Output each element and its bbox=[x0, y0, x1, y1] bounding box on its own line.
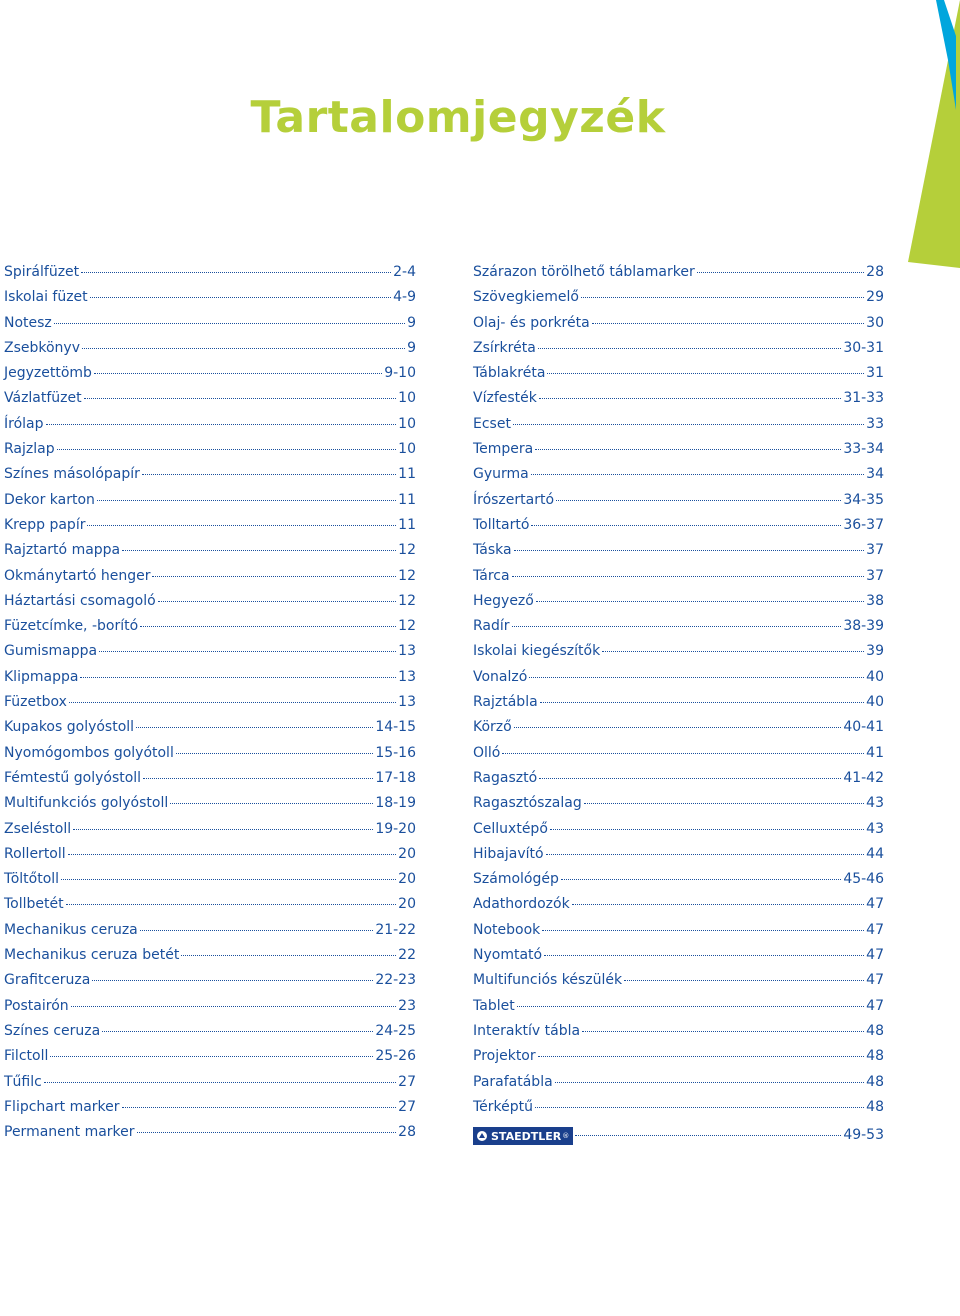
toc-entry-page: 23 bbox=[398, 997, 416, 1014]
toc-entry-page: 28 bbox=[866, 264, 884, 280]
toc-entry-page: 38-39 bbox=[843, 618, 884, 635]
toc-entry-page: 31 bbox=[866, 365, 884, 382]
toc-entry-page: 12 bbox=[398, 592, 416, 609]
toc-entry-page: 24-25 bbox=[375, 1022, 416, 1039]
dot-leader bbox=[575, 1135, 841, 1136]
dot-leader bbox=[136, 727, 373, 728]
toc-entry[interactable] bbox=[4, 365, 416, 390]
dot-leader bbox=[546, 854, 865, 855]
dot-leader bbox=[547, 373, 864, 374]
toc-entry[interactable] bbox=[473, 745, 884, 770]
dot-leader bbox=[87, 525, 396, 526]
toc-entry-page: 17-18 bbox=[375, 769, 416, 786]
dot-leader bbox=[535, 1107, 864, 1108]
toc-entry-name: Iskolai füzet bbox=[4, 289, 88, 306]
toc-entry-page: 22 bbox=[398, 947, 416, 964]
dot-leader bbox=[66, 904, 397, 905]
toc-entry[interactable] bbox=[4, 669, 416, 694]
dot-leader bbox=[73, 829, 373, 830]
toc-entry[interactable] bbox=[4, 264, 416, 289]
toc-entry-page: 30-31 bbox=[843, 339, 884, 356]
toc-entry-page: 11 bbox=[398, 516, 416, 533]
toc-entry-page: 29 bbox=[866, 289, 884, 306]
toc-entry-name: Mechanikus ceruza betét bbox=[4, 947, 180, 964]
toc-entry-page: 14-15 bbox=[375, 719, 416, 736]
toc-entry-name: Hibajavító bbox=[473, 845, 544, 862]
dot-leader bbox=[102, 1031, 373, 1032]
toc-entry-name: Mechanikus ceruza bbox=[4, 921, 138, 938]
toc-entry[interactable] bbox=[473, 795, 884, 820]
toc-entry-page: 48 bbox=[866, 1048, 884, 1065]
toc-entry[interactable] bbox=[473, 492, 884, 517]
toc-entry[interactable] bbox=[473, 821, 884, 846]
dot-leader bbox=[581, 297, 864, 298]
dot-leader bbox=[538, 348, 842, 349]
toc-entry-name: Füzetbox bbox=[4, 694, 67, 711]
dot-leader bbox=[529, 677, 864, 678]
toc-entry[interactable] bbox=[4, 998, 416, 1023]
toc-entry[interactable] bbox=[473, 972, 884, 997]
toc-entry-name: Zsírkréta bbox=[473, 339, 536, 356]
dot-leader bbox=[143, 778, 373, 779]
toc-entry-name: Adathordozók bbox=[473, 896, 570, 913]
toc-entry-name: Multifunkciós golyóstoll bbox=[4, 795, 169, 812]
toc-entry-name: Celluxtépő bbox=[473, 820, 548, 837]
toc-entry-name: Olló bbox=[473, 744, 501, 761]
toc-entry-page: 30 bbox=[866, 314, 884, 331]
dot-leader bbox=[140, 930, 374, 931]
dot-leader bbox=[535, 449, 841, 450]
toc-entry[interactable] bbox=[4, 719, 416, 744]
toc-entry-name: Számológép bbox=[473, 871, 559, 888]
toc-entry-page: 13 bbox=[398, 668, 416, 685]
toc-entry-page: 48 bbox=[866, 1098, 884, 1115]
toc-entry-name: Tablet bbox=[473, 997, 515, 1014]
toc-entry-name: Spirálfüzet bbox=[4, 264, 80, 280]
toc-entry-page: 9 bbox=[407, 314, 416, 331]
toc-entry[interactable] bbox=[4, 315, 416, 340]
toc-entry-name: Töltőtoll bbox=[4, 871, 60, 888]
toc-entry[interactable] bbox=[4, 846, 416, 871]
toc-entry[interactable] bbox=[4, 972, 416, 997]
dot-leader bbox=[540, 702, 865, 703]
staedtler-mark-icon bbox=[476, 1130, 488, 1142]
toc-entry[interactable] bbox=[4, 1074, 416, 1099]
dot-leader bbox=[514, 727, 842, 728]
toc-entry[interactable] bbox=[4, 390, 416, 415]
toc-entry[interactable] bbox=[4, 289, 416, 314]
toc-entry-page: 48 bbox=[866, 1073, 884, 1090]
dot-leader bbox=[531, 474, 864, 475]
toc-entry[interactable] bbox=[4, 1124, 416, 1149]
dot-leader bbox=[544, 955, 864, 956]
toc-entry[interactable] bbox=[4, 821, 416, 846]
toc-entry-name: Krepp papír bbox=[4, 516, 86, 533]
toc-entry[interactable] bbox=[473, 289, 884, 314]
toc-entry-name: Rajztábla bbox=[473, 694, 538, 711]
toc-entry-page: 9 bbox=[407, 339, 416, 356]
dot-leader bbox=[697, 272, 864, 273]
toc-entry-page: 39 bbox=[866, 643, 884, 660]
dot-leader bbox=[46, 424, 397, 425]
toc-entry-page: 15-16 bbox=[375, 744, 416, 761]
toc-entry-page: 12 bbox=[398, 567, 416, 584]
dot-leader bbox=[122, 1107, 397, 1108]
dot-leader bbox=[69, 702, 396, 703]
toc-entry-page: 27 bbox=[398, 1098, 416, 1115]
toc-entry-page: 40 bbox=[866, 668, 884, 685]
toc-entry[interactable] bbox=[4, 542, 416, 567]
dot-leader bbox=[555, 1082, 865, 1083]
toc-entry-page: 28 bbox=[398, 1124, 416, 1141]
toc-entry-name: Tempera bbox=[473, 441, 534, 458]
toc-entry-page: 13 bbox=[398, 643, 416, 660]
toc-entry[interactable] bbox=[4, 896, 416, 921]
toc-entry[interactable] bbox=[4, 492, 416, 517]
dot-leader bbox=[97, 500, 396, 501]
dot-leader bbox=[82, 348, 405, 349]
dot-leader bbox=[90, 297, 391, 298]
dot-leader bbox=[80, 677, 396, 678]
toc-entry-page: 12 bbox=[398, 542, 416, 559]
toc-entry[interactable] bbox=[4, 618, 416, 643]
toc-entry-name: Szövegkiemelő bbox=[473, 289, 579, 306]
toc-entry[interactable] bbox=[473, 1048, 884, 1073]
toc-entry-name: Rollertoll bbox=[4, 845, 66, 862]
dot-leader bbox=[68, 854, 397, 855]
toc-entry-page: 20 bbox=[398, 871, 416, 888]
dot-leader bbox=[94, 373, 382, 374]
dot-leader bbox=[71, 1006, 397, 1007]
toc-entry-page: 4-9 bbox=[393, 289, 416, 306]
toc-entry-name: Multifunciós készülék bbox=[473, 972, 623, 989]
toc-entry-name: Körző bbox=[473, 719, 512, 736]
toc-entry-page: 12 bbox=[398, 618, 416, 635]
toc-entry-page: 37 bbox=[866, 542, 884, 559]
toc-entry-name: Interaktív tábla bbox=[473, 1022, 581, 1039]
toc-entry[interactable] bbox=[473, 390, 884, 415]
toc-entry-name: Tárca bbox=[473, 567, 510, 584]
toc-entry[interactable] bbox=[473, 998, 884, 1023]
toc-entry-name: Tűfilc bbox=[4, 1073, 42, 1090]
dot-leader bbox=[556, 500, 841, 501]
toc-entry-page: 49-53 bbox=[843, 1127, 884, 1144]
toc-entry-page: 43 bbox=[866, 820, 884, 837]
toc-entry-page: 21-22 bbox=[375, 921, 416, 938]
toc-entry[interactable] bbox=[4, 517, 416, 542]
toc-entry[interactable] bbox=[473, 643, 884, 668]
toc-entry-name: Nyomtató bbox=[473, 947, 543, 964]
toc-entry-page: 11 bbox=[398, 466, 416, 483]
toc-entry[interactable] bbox=[4, 466, 416, 491]
toc-entry-page: 2-4 bbox=[393, 264, 416, 280]
dot-leader bbox=[582, 1031, 864, 1032]
toc-entry-page: 47 bbox=[866, 972, 884, 989]
toc-entry[interactable] bbox=[4, 745, 416, 770]
staedtler-logo bbox=[473, 1127, 573, 1145]
toc-entry-name: Postairón bbox=[4, 997, 69, 1014]
toc-entry-page: 22-23 bbox=[375, 972, 416, 989]
toc-entry[interactable] bbox=[4, 871, 416, 896]
toc-entry-page: 44 bbox=[866, 845, 884, 862]
toc-entry-page: 20 bbox=[398, 896, 416, 913]
toc-entry-name: Hegyező bbox=[473, 592, 534, 609]
toc-entry-page: 13 bbox=[398, 694, 416, 711]
toc-entry[interactable] bbox=[473, 694, 884, 719]
toc-entry-page: 10 bbox=[398, 390, 416, 407]
dot-leader bbox=[561, 879, 841, 880]
toc-entry-name: Tollbetét bbox=[4, 896, 64, 913]
toc-entry-page: 47 bbox=[866, 997, 884, 1014]
toc-entry-name: Radír bbox=[473, 618, 510, 635]
dot-leader bbox=[512, 576, 865, 577]
toc-entry-page: 27 bbox=[398, 1073, 416, 1090]
toc-entry-page: 10 bbox=[398, 441, 416, 458]
toc-entry[interactable] bbox=[473, 669, 884, 694]
toc-entry[interactable] bbox=[473, 947, 884, 972]
toc-entry[interactable] bbox=[4, 694, 416, 719]
dot-leader bbox=[513, 424, 864, 425]
toc-entry-page: 33-34 bbox=[843, 441, 884, 458]
toc-entry[interactable] bbox=[473, 1099, 884, 1124]
toc-entry-page: 9-10 bbox=[384, 365, 416, 382]
toc-entry-name: Filctoll bbox=[4, 1048, 49, 1065]
toc-entry[interactable] bbox=[473, 568, 884, 593]
toc-entry-name: Permanent marker bbox=[4, 1124, 135, 1141]
dot-leader bbox=[152, 576, 396, 577]
toc-entry[interactable] bbox=[473, 466, 884, 491]
toc-entry-name: Gumismappa bbox=[4, 643, 98, 660]
toc-entry[interactable] bbox=[473, 770, 884, 795]
toc-entry-name: Dekor karton bbox=[4, 491, 95, 508]
toc-entry-page: 31-33 bbox=[843, 390, 884, 407]
toc-entry-name: Rajzlap bbox=[4, 441, 55, 458]
toc-entry[interactable] bbox=[4, 922, 416, 947]
toc-entry-name: Vízfesték bbox=[473, 390, 537, 407]
toc-entry-page: 40 bbox=[866, 694, 884, 711]
toc-entry-name: Projektor bbox=[473, 1048, 536, 1065]
toc-entry[interactable] bbox=[4, 1099, 416, 1124]
toc-entry-page: 38 bbox=[866, 592, 884, 609]
toc-entry-name: Háztartási csomagoló bbox=[4, 592, 156, 609]
dot-leader bbox=[84, 398, 397, 399]
toc-entry-name: Rajztartó mappa bbox=[4, 542, 121, 559]
toc-entry[interactable] bbox=[473, 416, 884, 441]
dot-leader bbox=[137, 1132, 397, 1133]
toc-entry-page: 25-26 bbox=[375, 1048, 416, 1065]
dot-leader bbox=[50, 1056, 373, 1057]
toc-entry[interactable] bbox=[473, 517, 884, 542]
toc-entry-name: Kupakos golyóstoll bbox=[4, 719, 135, 736]
toc-entry-page: 43 bbox=[866, 795, 884, 812]
dot-leader bbox=[142, 474, 396, 475]
toc-entry-page: 10 bbox=[398, 415, 416, 432]
toc-entry-page: 11 bbox=[398, 491, 416, 508]
page-title: Tartalomjegyzék bbox=[250, 92, 666, 143]
toc-entry[interactable] bbox=[473, 315, 884, 340]
dot-leader bbox=[57, 449, 397, 450]
toc-entry-page: 20 bbox=[398, 845, 416, 862]
toc-entry-name: Ecset bbox=[473, 415, 511, 432]
toc-entry-page: 41-42 bbox=[843, 769, 884, 786]
toc-entry[interactable] bbox=[473, 618, 884, 643]
toc-entry-name: Vonalzó bbox=[473, 668, 528, 685]
toc-entry-page: 33 bbox=[866, 415, 884, 432]
dot-leader bbox=[539, 398, 841, 399]
toc-entry-name: Zsebkönyv bbox=[4, 339, 81, 356]
toc-entry[interactable] bbox=[473, 719, 884, 744]
toc-entry[interactable] bbox=[473, 896, 884, 921]
toc-entry[interactable] bbox=[473, 264, 884, 289]
toc-entry-name: Nyomógombos golyótoll bbox=[4, 744, 174, 761]
toc-entry-name: Szárazon törölhető táblamarker bbox=[473, 264, 695, 280]
toc-entry-page: 41 bbox=[866, 744, 884, 761]
toc-entry-name: Klipmappa bbox=[4, 668, 79, 685]
toc-entry[interactable] bbox=[4, 1048, 416, 1073]
dot-leader bbox=[54, 323, 405, 324]
toc-entry[interactable] bbox=[473, 593, 884, 618]
dot-leader bbox=[44, 1082, 396, 1083]
toc-entry-name: Iskolai kiegészítők bbox=[473, 643, 601, 660]
toc-entry-name: Füzetcímke, -borító bbox=[4, 618, 139, 635]
toc-entry-name: Vázlatfüzet bbox=[4, 390, 82, 407]
dot-leader bbox=[514, 550, 865, 551]
toc-entry-name: Gyurma bbox=[473, 466, 529, 483]
toc-entry[interactable] bbox=[473, 542, 884, 567]
toc-entry[interactable] bbox=[4, 441, 416, 466]
toc-entry[interactable] bbox=[4, 947, 416, 972]
dot-leader bbox=[602, 651, 864, 652]
toc-entry[interactable] bbox=[4, 795, 416, 820]
dot-leader bbox=[181, 955, 396, 956]
toc-entry-name: Jegyzettömb bbox=[4, 365, 92, 382]
toc-entry-name: Okmánytartó henger bbox=[4, 567, 151, 584]
dot-leader bbox=[517, 1006, 864, 1007]
toc-entry[interactable] bbox=[4, 1023, 416, 1048]
toc-entry-name: Flipchart marker bbox=[4, 1098, 120, 1115]
dot-leader bbox=[584, 803, 864, 804]
toc-entry-page: 45-46 bbox=[843, 871, 884, 888]
toc-entry[interactable] bbox=[473, 441, 884, 466]
dot-leader bbox=[502, 753, 864, 754]
toc-entry-name: Táblakréta bbox=[473, 365, 546, 382]
toc-entry-name: Színes másolópapír bbox=[4, 466, 140, 483]
toc-entry-name: Ragasztószalag bbox=[473, 795, 582, 812]
toc-entry-name: Táska bbox=[473, 542, 512, 559]
toc-entry-name: Olaj- és porkréta bbox=[473, 314, 590, 331]
toc-entry[interactable] bbox=[473, 846, 884, 871]
toc-entry-page: 37 bbox=[866, 567, 884, 584]
toc-entry[interactable] bbox=[4, 340, 416, 365]
toc-entry-name: Írószertartó bbox=[473, 491, 555, 508]
toc-entry-name: Parafatábla bbox=[473, 1073, 553, 1090]
dot-leader bbox=[512, 626, 842, 627]
dot-leader bbox=[572, 904, 864, 905]
dot-leader bbox=[170, 803, 373, 804]
toc-entry-page: 47 bbox=[866, 896, 884, 913]
toc-entry-page: 40-41 bbox=[843, 719, 884, 736]
toc-entry[interactable] bbox=[473, 871, 884, 896]
toc-entry-page: 48 bbox=[866, 1022, 884, 1039]
dot-leader bbox=[542, 930, 864, 931]
dot-leader bbox=[531, 525, 841, 526]
toc-entry-name: Grafitceruza bbox=[4, 972, 91, 989]
toc-entry[interactable] bbox=[473, 365, 884, 390]
toc-entry-page: 18-19 bbox=[375, 795, 416, 812]
dot-leader bbox=[92, 980, 373, 981]
toc-entry-staedtler[interactable] bbox=[473, 1124, 884, 1149]
registered-mark: ® bbox=[562, 1132, 570, 1141]
toc-right-column bbox=[473, 264, 884, 1149]
dot-leader bbox=[61, 879, 396, 880]
dot-leader bbox=[140, 626, 396, 627]
toc-entry-page: 19-20 bbox=[375, 820, 416, 837]
toc-entry-page: 34 bbox=[866, 466, 884, 483]
toc-entry[interactable] bbox=[473, 922, 884, 947]
dot-leader bbox=[538, 1056, 865, 1057]
dot-leader bbox=[122, 550, 396, 551]
toc-entry-name: Zseléstoll bbox=[4, 820, 72, 837]
toc-entry-name: Tolltartó bbox=[473, 516, 530, 533]
dot-leader bbox=[539, 778, 841, 779]
toc-entry-name: Színes ceruza bbox=[4, 1022, 101, 1039]
toc-entry[interactable] bbox=[473, 1023, 884, 1048]
toc-left-column bbox=[4, 264, 416, 1149]
dot-leader bbox=[624, 980, 864, 981]
toc-entry-page: 47 bbox=[866, 921, 884, 938]
toc-entry-page: 47 bbox=[866, 947, 884, 964]
dot-leader bbox=[592, 323, 864, 324]
toc-entry-name: Ragasztó bbox=[473, 769, 538, 786]
toc-entry[interactable] bbox=[4, 643, 416, 668]
dot-leader bbox=[176, 753, 373, 754]
toc-entry-name: Írólap bbox=[4, 415, 44, 432]
toc-entry[interactable] bbox=[4, 770, 416, 795]
toc-entry-name: Fémtestű golyóstoll bbox=[4, 769, 142, 786]
toc-entry-page: 34-35 bbox=[843, 491, 884, 508]
toc-entry-name: Notebook bbox=[473, 921, 541, 938]
toc-entry[interactable] bbox=[473, 1074, 884, 1099]
dot-leader bbox=[81, 272, 391, 273]
toc-entry[interactable] bbox=[4, 416, 416, 441]
toc-entry-page: 36-37 bbox=[843, 516, 884, 533]
dot-leader bbox=[99, 651, 396, 652]
toc-entry-name: Térképtű bbox=[473, 1098, 534, 1115]
toc-entry[interactable] bbox=[4, 593, 416, 618]
toc-entry[interactable] bbox=[473, 340, 884, 365]
dot-leader bbox=[550, 829, 864, 830]
staedtler-logo-text: STAEDTLER bbox=[491, 1129, 562, 1143]
toc-entry-name: Notesz bbox=[4, 314, 52, 331]
dot-leader bbox=[158, 601, 397, 602]
dot-leader bbox=[536, 601, 864, 602]
toc-entry[interactable] bbox=[4, 568, 416, 593]
